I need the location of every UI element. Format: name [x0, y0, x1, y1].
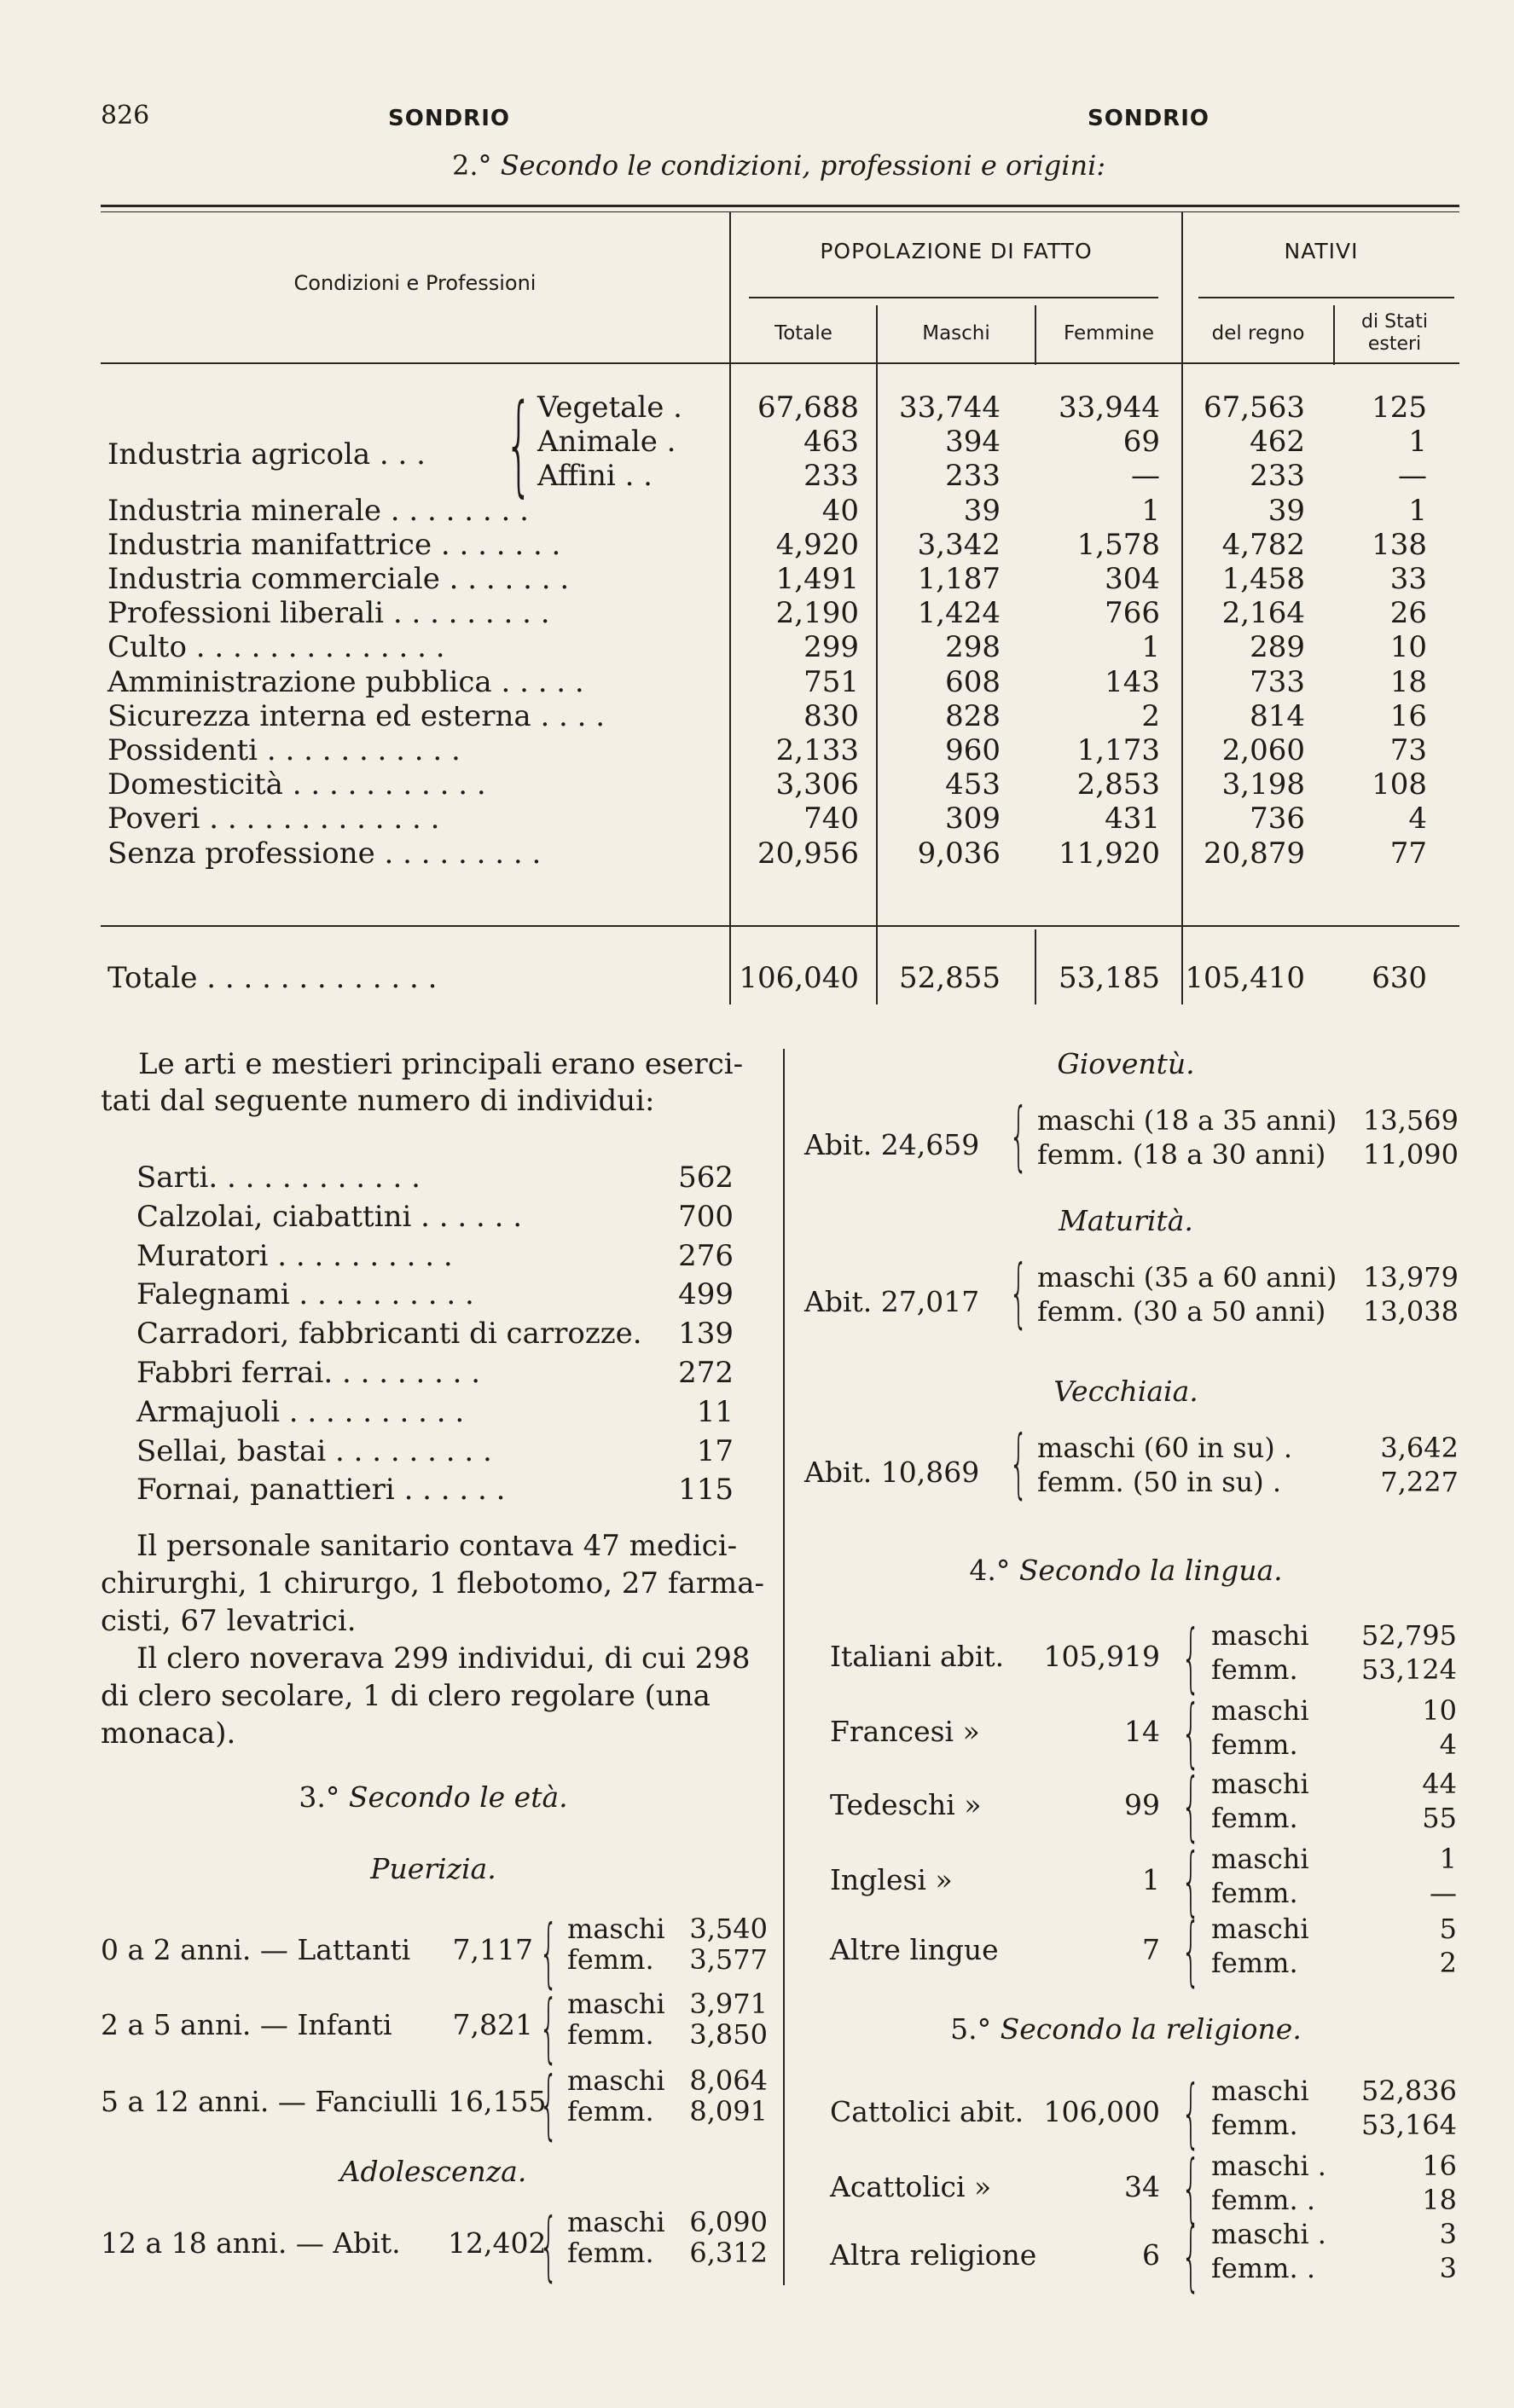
row-label: Domesticità . . . . . . . . . . . — [107, 767, 486, 802]
row-regno: 814 — [1250, 698, 1305, 733]
section-2-title — [452, 149, 1105, 182]
row-maschi: 33,744 — [899, 391, 1001, 425]
trade-value: 11 — [696, 1394, 734, 1429]
row-label: Sicurezza interna ed esterna . . . . — [107, 698, 606, 733]
abit-brace: { — [1009, 1419, 1029, 1507]
trade-label: Fornai, panattieri . . . . . . — [136, 1473, 506, 1508]
age-f-label: femm. — [567, 2095, 654, 2127]
row-esteri: 26 — [1389, 596, 1427, 631]
lang-m-value: 5 — [1439, 1913, 1457, 1945]
row-totale: 40 — [821, 493, 859, 528]
rel-label: Altra religione — [830, 2238, 1037, 2272]
abit-label: Abit. 10,869 — [804, 1456, 980, 1489]
row-femmine: 766 — [1105, 596, 1160, 631]
rel-f-value: 18 — [1422, 2184, 1457, 2216]
row-totale: 2,133 — [775, 733, 859, 767]
row-totale: 3,306 — [775, 767, 859, 802]
row-femmine: 1,173 — [1076, 733, 1160, 767]
age-m-value: 3,540 — [689, 1913, 768, 1945]
abit-f-value: 13,038 — [1363, 1295, 1459, 1328]
row-femmine: — — [1131, 459, 1160, 494]
lang-total: 7 — [1142, 1933, 1160, 1966]
row-totale: 751 — [803, 664, 859, 699]
rel-total: 34 — [1124, 2170, 1160, 2203]
age-label: 2 a 5 anni. — Infanti — [101, 2008, 392, 2041]
lang-m-label: maschi — [1211, 1768, 1309, 1800]
row-regno: 733 — [1250, 664, 1305, 699]
para1-line-1: Il personale sanitario contava 47 medici- — [136, 1529, 738, 1563]
rel-total: 6 — [1142, 2238, 1160, 2272]
lang-label: Inglesi » — [830, 1863, 953, 1896]
row-femmine: 2,853 — [1076, 767, 1160, 802]
row-maschi: 9,036 — [917, 836, 1001, 871]
section-4-title — [793, 1554, 1459, 1587]
row-totale: 20,956 — [757, 836, 859, 871]
row-totale: 1,491 — [775, 562, 859, 596]
total-totale: 106,040 — [739, 961, 859, 995]
lang-brace: { — [1181, 1762, 1201, 1849]
row-maschi: 960 — [945, 733, 1001, 767]
row-regno: 1,458 — [1221, 562, 1305, 596]
row-label: Affini . . — [537, 459, 653, 494]
abit-m-value: 13,569 — [1363, 1104, 1459, 1137]
lang-total: 1 — [1142, 1863, 1160, 1896]
lang-m-value: 52,795 — [1361, 1619, 1457, 1652]
para1-line-3: cisti, 67 levatrici. — [101, 1604, 357, 1638]
rel-m-value: 3 — [1439, 2218, 1457, 2250]
section-4-number: 4.° — [969, 1554, 1011, 1587]
rel-f-label: femm. . — [1211, 2252, 1315, 2284]
col-group-popolazione: POPOLAZIONE DI FATTO — [820, 239, 1093, 263]
lang-m-label: maschi — [1211, 1694, 1309, 1727]
abit-label: Abit. 27,017 — [804, 1285, 980, 1318]
row-esteri: 16 — [1389, 698, 1427, 733]
row-regno: 736 — [1250, 802, 1305, 836]
lang-brace: { — [1181, 1837, 1201, 1925]
age-total: 7,821 — [452, 2008, 533, 2041]
row-regno: 3,198 — [1221, 767, 1305, 802]
lang-f-value: 53,124 — [1361, 1653, 1457, 1686]
age-m-label: maschi — [567, 1913, 665, 1945]
row-regno: 2,164 — [1221, 596, 1305, 631]
rel-f-label: femm. — [1211, 2109, 1298, 2141]
abit-m-value: 13,979 — [1363, 1261, 1459, 1294]
row-femmine: 1 — [1141, 630, 1160, 665]
rel-m-value: 52,836 — [1361, 2075, 1457, 2107]
row-regno: 289 — [1250, 630, 1305, 665]
col-totale-header: Totale — [774, 322, 832, 344]
abit-f-value: 7,227 — [1380, 1466, 1459, 1498]
age-f-label: femm. — [567, 2237, 654, 2269]
row-label: Poveri . . . . . . . . . . . . . — [107, 802, 440, 836]
lang-brace: { — [1181, 1688, 1201, 1776]
row-maschi: 309 — [945, 802, 1001, 836]
age-heading: Gioventù. — [1057, 1047, 1195, 1080]
para2-line-1: Il clero noverava 299 individui, di cui 298 — [136, 1641, 751, 1676]
rel-label: Cattolici abit. — [830, 2095, 1024, 2128]
lang-m-value: 10 — [1422, 1694, 1457, 1727]
abit-m-label: maschi (60 in su) . — [1037, 1432, 1293, 1464]
row-label: Industria manifattrice . . . . . . . — [107, 527, 561, 562]
row-esteri: 125 — [1372, 391, 1427, 425]
age-heading: Vecchiaia. — [1053, 1375, 1198, 1408]
trade-value: 272 — [678, 1356, 734, 1390]
age-f-label: femm. — [567, 2018, 654, 2051]
lang-f-label: femm. — [1211, 1728, 1298, 1761]
section-4-title-text: Secondo la lingua. — [1018, 1554, 1283, 1587]
row-maschi: 453 — [945, 767, 1001, 802]
row-regno: 233 — [1250, 459, 1305, 494]
age-m-label: maschi — [567, 2206, 665, 2238]
section-2-title-text: Secondo le condizioni, professioni e origini: — [500, 149, 1106, 182]
trade-label: Fabbri ferrai. . . . . . . . . — [136, 1356, 481, 1390]
age-f-value: 8,091 — [689, 2095, 768, 2127]
row-label: Amministrazione pubblica . . . . . — [107, 664, 584, 699]
row-label: Animale . — [537, 425, 676, 460]
row-regno: 462 — [1250, 425, 1305, 460]
row-maschi: 394 — [945, 425, 1001, 460]
puerizia-heading: Puerizia. — [370, 1852, 496, 1885]
age-total: 16,155 — [448, 2085, 547, 2118]
row-regno: 20,879 — [1204, 836, 1305, 871]
age-m-value: 8,064 — [689, 2064, 768, 2097]
age-brace: { — [539, 2202, 559, 2289]
intro-line-2: tati dal seguente numero di individui: — [101, 1084, 655, 1118]
age-total: 7,117 — [452, 1933, 533, 1966]
age-brace: { — [539, 1983, 559, 2071]
section-3-title-text: Secondo le età. — [348, 1780, 568, 1814]
rel-label: Acattolici » — [830, 2170, 992, 2203]
lang-f-value: 55 — [1422, 1802, 1457, 1834]
rel-total: 106,000 — [1043, 2095, 1160, 2128]
row-esteri: 77 — [1389, 836, 1427, 871]
row-esteri: 33 — [1389, 562, 1427, 596]
trade-label: Armajuoli . . . . . . . . . . — [136, 1394, 465, 1429]
abit-brace: { — [1009, 1091, 1029, 1179]
age-label: 12 a 18 anni. — Abit. — [101, 2226, 401, 2260]
lang-label: Italiani abit. — [830, 1640, 1005, 1673]
lang-f-value: 4 — [1439, 1728, 1457, 1761]
section-5-number: 5.° — [950, 2012, 992, 2046]
age-heading: Maturità. — [1059, 1204, 1193, 1237]
row-esteri: 1 — [1408, 493, 1427, 528]
row-maschi: 233 — [945, 459, 1001, 494]
trade-value: 276 — [678, 1238, 734, 1273]
lang-m-label: maschi — [1211, 1619, 1309, 1652]
total-femmine: 53,185 — [1059, 961, 1160, 995]
running-head-right: SONDRIO — [1088, 106, 1209, 131]
row-esteri: 4 — [1408, 802, 1427, 836]
agri-brace: { — [505, 381, 533, 508]
col-maschi-header: Maschi — [922, 322, 990, 344]
age-label: 5 a 12 anni. — Fanciulli — [101, 2085, 438, 2118]
total-regno: 105,410 — [1185, 961, 1305, 995]
row-maschi: 1,424 — [917, 596, 1001, 631]
total-maschi: 52,855 — [899, 961, 1001, 995]
row-regno: 39 — [1267, 493, 1305, 528]
age-m-label: maschi — [567, 1988, 665, 2020]
trade-value: 562 — [678, 1161, 734, 1195]
intro-line-1: Le arti e mestieri principali erano eserci- — [138, 1047, 744, 1081]
lang-f-label: femm. — [1211, 1877, 1298, 1909]
row-esteri: 1 — [1408, 425, 1427, 460]
col-group-nativi: NATIVI — [1284, 239, 1359, 263]
lang-total: 14 — [1124, 1715, 1160, 1748]
trade-value: 115 — [678, 1473, 734, 1508]
age-f-value: 3,577 — [689, 1943, 768, 1976]
row-femmine: 1 — [1141, 493, 1160, 528]
lang-f-label: femm. — [1211, 1947, 1298, 1979]
lang-f-label: femm. — [1211, 1802, 1298, 1834]
total-esteri: 630 — [1372, 961, 1427, 995]
para1-line-2: chirurghi, 1 chirurgo, 1 flebotomo, 27 farma- — [101, 1566, 764, 1601]
section-5-title — [793, 2012, 1459, 2046]
abit-f-label: femm. (50 in su) . — [1037, 1466, 1282, 1498]
row-label: Senza professione . . . . . . . . . — [107, 836, 542, 871]
row-totale: 233 — [803, 459, 859, 494]
lang-f-value: — — [1430, 1877, 1457, 1909]
lang-m-label: maschi — [1211, 1913, 1309, 1945]
row-label: Culto . . . . . . . . . . . . . . — [107, 630, 445, 665]
col-conditions-header: Condizioni e Professioni — [293, 271, 537, 295]
age-m-label: maschi — [567, 2064, 665, 2097]
age-f-value: 6,312 — [689, 2237, 768, 2269]
row-femmine: 143 — [1105, 664, 1160, 699]
rel-m-label: maschi . — [1211, 2150, 1326, 2182]
lang-f-label: femm. — [1211, 1653, 1298, 1686]
trade-value: 17 — [696, 1433, 734, 1468]
lang-m-label: maschi — [1211, 1843, 1309, 1875]
section-3-number: 3.° — [299, 1780, 340, 1814]
age-m-value: 3,971 — [689, 1988, 768, 2020]
col-regno-header: del regno — [1211, 322, 1305, 344]
row-femmine: 69 — [1122, 425, 1160, 460]
col-femmine-header: Femmine — [1063, 322, 1155, 344]
rel-m-label: maschi . — [1211, 2218, 1326, 2250]
age-f-label: femm. — [567, 1943, 654, 1976]
lang-brace: { — [1181, 1613, 1201, 1701]
trade-label: Muratori . . . . . . . . . . — [136, 1238, 453, 1273]
total-label: Totale . . . . . . . . . . . . . — [107, 961, 438, 995]
rel-brace: { — [1181, 2212, 1201, 2300]
row-totale: 67,688 — [757, 391, 859, 425]
rel-f-value: 3 — [1439, 2252, 1457, 2284]
row-esteri: — — [1398, 459, 1427, 494]
rel-f-value: 53,164 — [1361, 2109, 1457, 2141]
trade-label: Falegnami . . . . . . . . . . — [136, 1277, 474, 1312]
age-brace: { — [539, 2060, 559, 2148]
rel-m-value: 16 — [1422, 2150, 1457, 2182]
age-label: 0 a 2 anni. — Lattanti — [101, 1933, 411, 1966]
trade-label: Calzolai, ciabattini . . . . . . — [136, 1199, 523, 1234]
row-regno: 67,563 — [1204, 391, 1305, 425]
abit-label: Abit. 24,659 — [804, 1128, 980, 1161]
row-totale: 830 — [803, 698, 859, 733]
row-esteri: 108 — [1372, 767, 1427, 802]
row-totale: 2,190 — [775, 596, 859, 631]
lang-m-value: 44 — [1422, 1768, 1457, 1800]
lang-total: 105,919 — [1043, 1640, 1160, 1673]
page-number: 826 — [101, 101, 150, 130]
row-maschi: 1,187 — [917, 562, 1001, 596]
adolescenza-heading: Adolescenza. — [339, 2155, 527, 2188]
para2-line-2: di clero secolare, 1 di clero regolare (una — [101, 1679, 711, 1713]
trade-label: Carradori, fabbricanti di carrozze. — [136, 1317, 642, 1352]
section-3-title — [101, 1780, 766, 1814]
row-label: Professioni liberali . . . . . . . . . — [107, 596, 550, 631]
age-brace: { — [539, 1908, 559, 1996]
rel-f-label: femm. . — [1211, 2184, 1315, 2216]
lang-m-value: 1 — [1439, 1843, 1457, 1875]
row-totale: 4,920 — [775, 527, 859, 562]
abit-f-value: 11,090 — [1363, 1138, 1459, 1171]
trade-label: Sarti. . . . . . . . . . . . — [136, 1161, 421, 1195]
row-femmine: 2 — [1141, 698, 1160, 733]
rel-brace: { — [1181, 2069, 1201, 2156]
running-head-left: SONDRIO — [388, 106, 510, 131]
row-femmine: 431 — [1105, 802, 1160, 836]
row-maschi: 3,342 — [917, 527, 1001, 562]
lang-brace: { — [1181, 1907, 1201, 1994]
row-totale: 299 — [803, 630, 859, 665]
section-5-title-text: Secondo la religione. — [1000, 2012, 1302, 2046]
rel-brace: { — [1181, 2144, 1201, 2231]
abit-m-label: maschi (18 a 35 anni) — [1037, 1104, 1337, 1137]
rel-m-label: maschi — [1211, 2075, 1309, 2107]
abit-m-value: 3,642 — [1380, 1432, 1459, 1464]
trade-value: 499 — [678, 1277, 734, 1312]
col-esteri-header: di Stati esteri — [1361, 311, 1428, 355]
row-maschi: 298 — [945, 630, 1001, 665]
row-label: Industria commerciale . . . . . . . — [107, 562, 570, 596]
row-maschi: 828 — [945, 698, 1001, 733]
row-label: Industria minerale . . . . . . . . — [107, 493, 529, 528]
row-regno: 2,060 — [1221, 733, 1305, 767]
lang-label: Francesi » — [830, 1715, 980, 1748]
lang-f-value: 2 — [1439, 1947, 1457, 1979]
abit-m-label: maschi (35 a 60 anni) — [1037, 1261, 1337, 1294]
row-esteri: 138 — [1372, 527, 1427, 562]
row-femmine: 1,578 — [1076, 527, 1160, 562]
row-esteri: 73 — [1389, 733, 1427, 767]
row-totale: 463 — [803, 425, 859, 460]
lang-label: Tedeschi » — [830, 1788, 982, 1821]
row-femmine: 11,920 — [1059, 836, 1160, 871]
lang-label: Altre lingue — [830, 1933, 999, 1966]
abit-brace: { — [1009, 1248, 1029, 1336]
lang-total: 99 — [1124, 1788, 1160, 1821]
row-esteri: 10 — [1389, 630, 1427, 665]
para2-line-3: monaca). — [101, 1716, 236, 1751]
row-femmine: 33,944 — [1059, 391, 1160, 425]
trade-value: 139 — [678, 1317, 734, 1352]
row-maschi: 608 — [945, 664, 1001, 699]
section-2-number: 2.° — [452, 149, 492, 182]
row-maschi: 39 — [963, 493, 1001, 528]
row-femmine: 304 — [1105, 562, 1160, 596]
row-regno: 4,782 — [1221, 527, 1305, 562]
row-totale: 740 — [803, 802, 859, 836]
row-label: Possidenti . . . . . . . . . . . — [107, 733, 461, 767]
row-esteri: 18 — [1389, 664, 1427, 699]
age-total: 12,402 — [448, 2226, 547, 2260]
trade-label: Sellai, bastai . . . . . . . . . — [136, 1433, 492, 1468]
abit-f-label: femm. (18 a 30 anni) — [1037, 1138, 1326, 1171]
age-m-value: 6,090 — [689, 2206, 768, 2238]
row-label: Vegetale . — [537, 391, 682, 425]
abit-f-label: femm. (30 a 50 anni) — [1037, 1295, 1326, 1328]
trade-value: 700 — [678, 1199, 734, 1234]
agri-label: Industria agricola . . . — [107, 437, 426, 472]
age-f-value: 3,850 — [689, 2018, 768, 2051]
